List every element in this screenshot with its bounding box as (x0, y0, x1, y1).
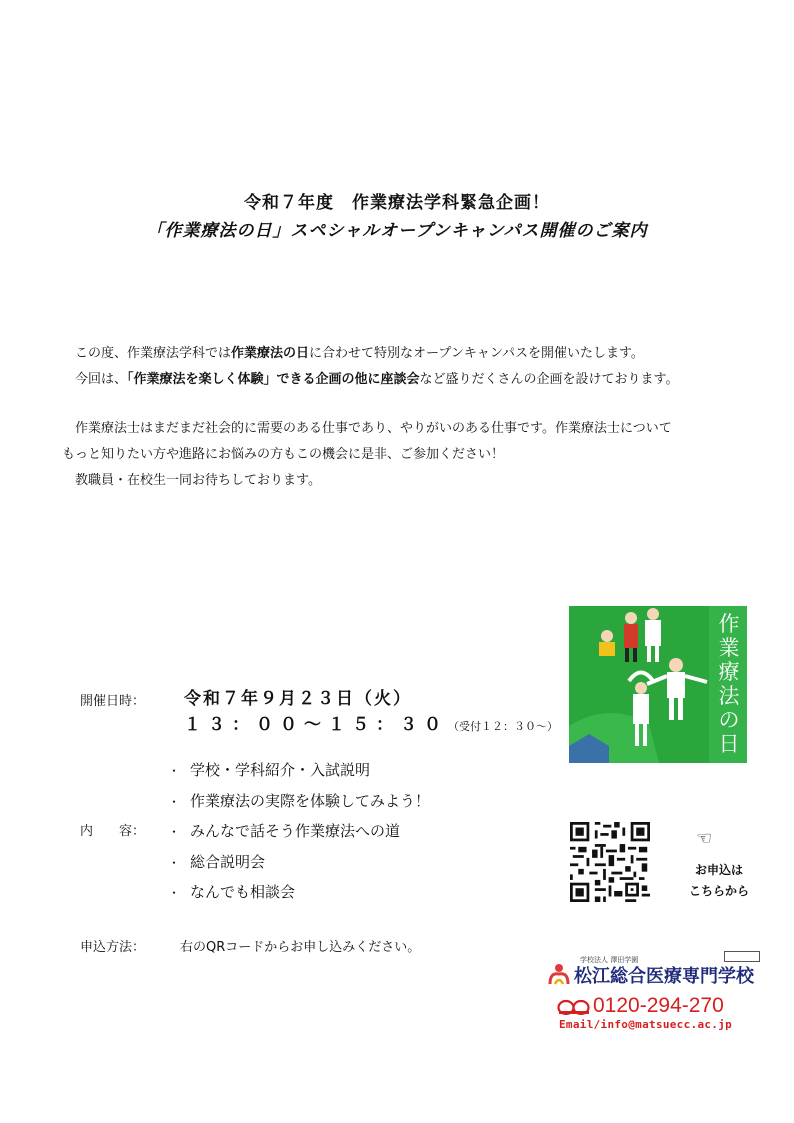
content-item: ・ なんでも相談会 (168, 883, 296, 901)
title-line-2 (0, 216, 794, 241)
content-item: ・ みんなで話そう作業療法への道 (168, 822, 401, 840)
intro-line-1: この度、作業療法学科では作業療法の日に合わせて特別なオープンキャンパスを開催いたします。 (75, 346, 644, 361)
title-text: 「作業療法の日」スペシャルオープンキャンパス開催のご案内 (146, 221, 648, 241)
ot-day-poster (569, 606, 747, 763)
intro-line-3: 作業療法士はまだまだ社会的に需要のある仕事であり、やりがいのある仕事です。作業療法士について (75, 421, 672, 436)
event-time: １３：００～１５：３０（受付１２：３０～） (184, 715, 558, 735)
intro-block-1 (62, 341, 762, 393)
reception-time: （受付１２：３０～） (448, 720, 558, 733)
application-qr-code[interactable] (570, 822, 650, 902)
poster-title: 作 業 療 法 の 日 (718, 612, 740, 756)
school-corporation: 学校法人 澤田学園 (580, 956, 639, 964)
pointing-hand-icon: ☜ (696, 828, 713, 849)
intro-line-5: 教職員・在校生一同お待ちしております。 (75, 473, 321, 488)
apply-label: 申込方法： (80, 940, 146, 955)
content-item: ・ 作業療法の実際を体験してみよう！ (168, 792, 431, 810)
content-label: 内 容： (80, 824, 146, 839)
free-dial-icon (557, 999, 591, 1016)
title-line-1: 令和７年度 作業療法学科緊急企画！ (244, 193, 550, 213)
intro-line-2: 今回は、「作業療法を楽しく体験」できる企画の他に座談会など盛りだくさんの企画を設けております。 (75, 372, 679, 387)
school-name: 松江総合医療専門学校 (574, 966, 754, 987)
intro-block-2 (62, 416, 762, 494)
date-label: 開催日時： (80, 694, 146, 709)
intro-line-4: もっと知りたい方や進路にお悩みの方もこの機会に是非、ご参加ください！ (62, 447, 505, 462)
event-date: 令和７年９月２３日（火） (184, 689, 412, 709)
content-item: ・ 学校・学科紹介・入試説明 (168, 761, 371, 779)
email-address[interactable]: Email/info@matsuecc.ac.jp (559, 1018, 733, 1031)
content-item: ・ 総合説明会 (168, 853, 266, 871)
school-logo-icon (548, 962, 570, 986)
school-badge (724, 951, 760, 962)
phone-number[interactable]: 0120-294-270 (593, 994, 724, 1017)
apply-instructions: 右のQRコードからお申し込みください。 (180, 940, 421, 955)
apply-here-note: お申込は こちらから (688, 863, 749, 898)
